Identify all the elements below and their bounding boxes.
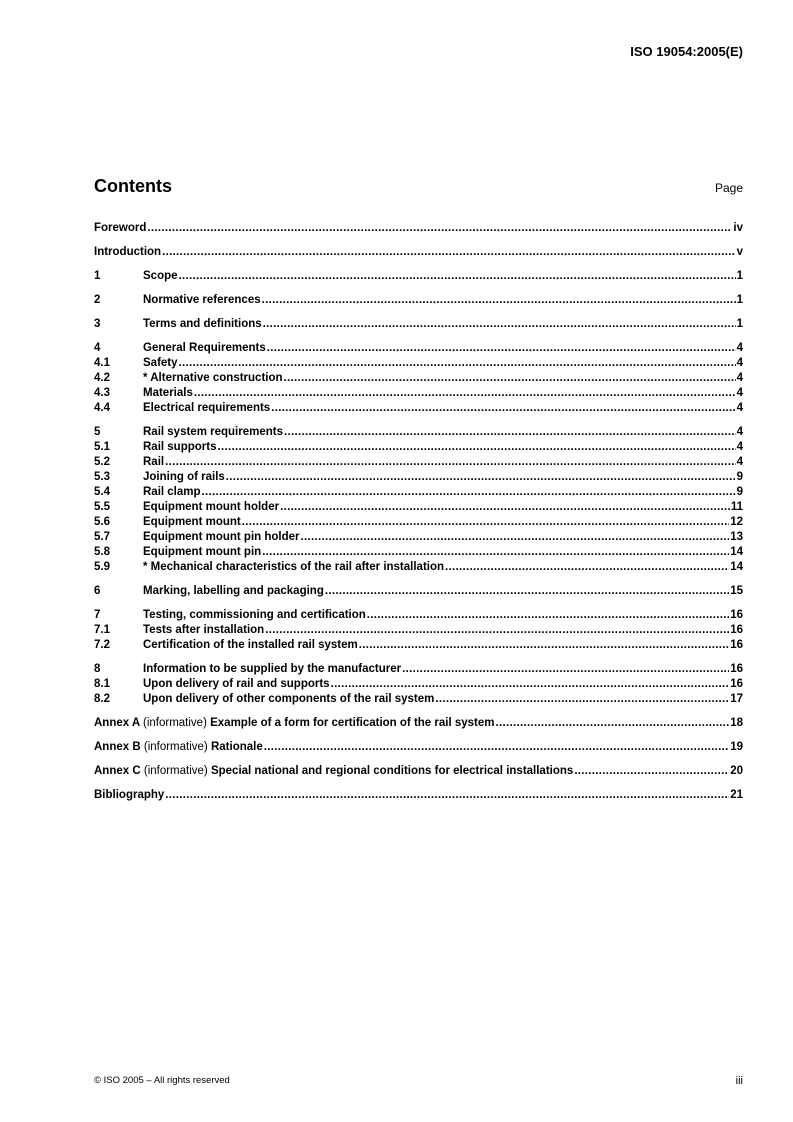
toc-leader-dots: [147, 221, 732, 236]
toc-entry-number: 2: [94, 294, 101, 306]
toc-leader-dots: [496, 716, 730, 731]
toc-spacer: [94, 284, 743, 293]
toc-entry-page: 1: [736, 318, 743, 330]
toc-spacer: [94, 653, 743, 662]
toc-leader-dots: [264, 740, 729, 755]
toc-entry[interactable]: [94, 662, 743, 677]
toc-leader-dots: [194, 386, 736, 401]
toc-entry[interactable]: [94, 485, 743, 500]
toc-leader-dots: [217, 440, 735, 455]
toc-entry-number: 4.1: [94, 357, 110, 369]
toc-entry-number: 4.3: [94, 387, 110, 399]
toc-leader-dots: [331, 677, 730, 692]
toc-entry[interactable]: [94, 341, 743, 356]
toc-spacer: [94, 707, 743, 716]
toc-entry-page: 16: [730, 624, 743, 636]
toc-entry-page: 14: [730, 546, 743, 558]
toc-spacer: [94, 308, 743, 317]
toc-entry-page: 13: [730, 531, 743, 543]
toc-entry-page: 16: [730, 663, 743, 675]
toc-spacer: [94, 332, 743, 341]
toc-entry-page: 1: [736, 294, 743, 306]
annex-label: Annex B: [94, 741, 141, 753]
toc-entry-title: Testing, commissioning and certification: [143, 609, 366, 621]
toc-entry-title: Rail: [143, 456, 165, 468]
annex-heading: [94, 716, 495, 731]
toc-entry-title: * Mechanical characteristics of the rail after installation: [143, 561, 445, 573]
toc-entry-page: 15: [730, 585, 743, 597]
toc-spacer: [94, 575, 743, 584]
toc-entry-title: Marking, labelling and packaging: [143, 585, 324, 597]
toc-entry-number: 4.4: [94, 402, 110, 414]
toc-leader-dots: [267, 341, 736, 356]
toc-entry-number: 5.6: [94, 516, 110, 528]
toc-entry-number: 7.1: [94, 624, 110, 636]
annex-label: Annex A: [94, 717, 140, 729]
toc-leader-dots: [435, 692, 729, 707]
toc-entry[interactable]: [94, 425, 743, 440]
toc-leader-dots: [165, 788, 729, 803]
copyright-notice: © ISO 2005 – All rights reserved: [94, 1075, 230, 1086]
toc-spacer: [94, 731, 743, 740]
toc-entry-title: Electrical requirements: [143, 402, 271, 414]
document-id: ISO 19054:2005(E): [630, 44, 743, 59]
toc-entry[interactable]: [94, 623, 743, 638]
toc-leader-dots: [242, 515, 729, 530]
toc-entry-page: 9: [736, 486, 743, 498]
toc-leader-dots: [284, 371, 736, 386]
toc-entry[interactable]: [94, 560, 743, 575]
toc-entry-page: 4: [736, 387, 743, 399]
toc-entry-title: Equipment mount pin holder: [143, 531, 300, 543]
toc-leader-dots: [226, 470, 736, 485]
toc-entry-number: 8.2: [94, 693, 110, 705]
toc-leader-dots: [262, 545, 729, 560]
toc-entry-page: 1: [736, 270, 743, 282]
toc-leader-dots: [445, 560, 729, 575]
annex-label: Annex C: [94, 765, 141, 777]
toc-entry[interactable]: [94, 401, 743, 416]
toc-entry-title: Foreword: [94, 222, 147, 234]
toc-entry-page: 16: [730, 678, 743, 690]
toc-spacer: [94, 416, 743, 425]
page-column-label: Page: [714, 181, 743, 195]
toc-entry-title: Terms and definitions: [143, 318, 262, 330]
toc-entry-title: Equipment mount: [143, 516, 241, 528]
toc-leader-dots: [284, 425, 736, 440]
toc-entry-number: 5: [94, 426, 101, 438]
toc-entry-title: Scope: [143, 270, 178, 282]
toc-entry-title: Certification of the installed rail system: [143, 639, 358, 651]
toc-entry[interactable]: [94, 269, 743, 284]
toc-entry-title: Rail supports: [143, 441, 217, 453]
toc-annex-entry[interactable]: [94, 764, 743, 779]
toc-entry-page: 4: [736, 372, 743, 384]
toc-entry-title: Information to be supplied by the manufacturer: [143, 663, 402, 675]
table-of-contents: [94, 221, 743, 803]
toc-entry-page: 4: [736, 456, 743, 468]
bibliography-title: Bibliography: [94, 789, 165, 801]
toc-entry-number: 3: [94, 318, 101, 330]
toc-entry-number: 7.2: [94, 639, 110, 651]
toc-spacer: [94, 236, 743, 245]
toc-leader-dots: [280, 500, 730, 515]
toc-entry-page: 20: [730, 765, 743, 777]
toc-entry-number: 4.2: [94, 372, 110, 384]
toc-entry[interactable]: [94, 221, 743, 236]
toc-leader-dots: [179, 356, 736, 371]
toc-entry[interactable]: [94, 440, 743, 455]
annex-heading: [94, 740, 263, 755]
toc-entry-number: 5.2: [94, 456, 110, 468]
annex-title: Special national and regional conditions for electrical installations: [210, 765, 574, 777]
toc-entry-title: Rail clamp: [143, 486, 201, 498]
toc-entry-number: 5.7: [94, 531, 110, 543]
toc-entry[interactable]: [94, 638, 743, 653]
toc-entry-title: Equipment mount holder: [143, 501, 280, 513]
contents-header: [94, 176, 743, 197]
toc-annex-entry[interactable]: [94, 716, 743, 731]
toc-bibliography-entry[interactable]: [94, 788, 743, 803]
toc-leader-dots: [325, 584, 729, 599]
toc-leader-dots: [165, 455, 736, 470]
contents-title: Contents: [94, 176, 172, 196]
toc-entry-number: 8: [94, 663, 101, 675]
toc-entry[interactable]: [94, 245, 743, 260]
toc-entry-page: 14: [730, 561, 743, 573]
toc-entry-page: 4: [736, 426, 743, 438]
toc-entry-page: 18: [730, 717, 743, 729]
toc-entry[interactable]: [94, 608, 743, 623]
toc-entry-number: 5.1: [94, 441, 110, 453]
toc-entry-title: Equipment mount pin: [143, 546, 262, 558]
toc-entry[interactable]: [94, 317, 743, 332]
toc-entry-page: iv: [733, 222, 743, 234]
toc-entry[interactable]: [94, 455, 743, 470]
toc-entry-title: Tests after installation: [143, 624, 265, 636]
toc-entry[interactable]: [94, 545, 743, 560]
toc-entry-number: 1: [94, 270, 101, 282]
toc-entry-page: v: [736, 246, 743, 258]
annex-title: Example of a form for certification of the rail system: [210, 717, 495, 729]
toc-entry-number: 5.3: [94, 471, 110, 483]
toc-entry-number: 5.9: [94, 561, 110, 573]
toc-entry-number: 4: [94, 342, 101, 354]
toc-entry[interactable]: [94, 371, 743, 386]
toc-entry-page: 4: [736, 357, 743, 369]
toc-entry-number: 8.1: [94, 678, 110, 690]
toc-entry-title: Joining of rails: [143, 471, 225, 483]
toc-entry[interactable]: [94, 530, 743, 545]
toc-leader-dots: [367, 608, 729, 623]
toc-leader-dots: [179, 269, 736, 284]
annex-kind: (informative): [143, 741, 208, 753]
toc-leader-dots: [301, 530, 730, 545]
annex-kind: (informative): [143, 765, 208, 777]
toc-leader-dots: [202, 485, 736, 500]
toc-entry-page: 21: [730, 789, 743, 801]
toc-entry-title: Materials: [143, 387, 193, 399]
toc-entry-title: Upon delivery of other components of the rail system: [143, 693, 435, 705]
toc-entry-page: 17: [730, 693, 743, 705]
toc-spacer: [94, 779, 743, 788]
toc-leader-dots: [262, 293, 736, 308]
toc-spacer: [94, 260, 743, 269]
toc-leader-dots: [359, 638, 729, 653]
toc-entry-title: General Requirements: [143, 342, 266, 354]
toc-entry-page: 12: [730, 516, 743, 528]
toc-entry[interactable]: [94, 515, 743, 530]
toc-entry-title: Safety: [143, 357, 178, 369]
toc-leader-dots: [574, 764, 729, 779]
toc-entry-page: 9: [736, 471, 743, 483]
toc-entry[interactable]: [94, 293, 743, 308]
toc-leader-dots: [265, 623, 729, 638]
toc-entry-title: Rail system requirements: [143, 426, 283, 438]
toc-entry-number: 5.4: [94, 486, 110, 498]
toc-entry-title: * Alternative construction: [143, 372, 283, 384]
toc-spacer: [94, 755, 743, 764]
toc-entry[interactable]: [94, 386, 743, 401]
toc-entry-title: Normative references: [143, 294, 261, 306]
annex-title: Rationale: [210, 741, 263, 753]
annex-kind: (informative): [143, 717, 207, 729]
toc-entry[interactable]: [94, 677, 743, 692]
toc-entry[interactable]: [94, 470, 743, 485]
toc-entry-page: 4: [736, 441, 743, 453]
toc-entry-number: 5.8: [94, 546, 110, 558]
toc-leader-dots: [402, 662, 729, 677]
toc-entry[interactable]: [94, 500, 743, 515]
toc-entry-page: 4: [736, 342, 743, 354]
toc-entry[interactable]: [94, 584, 743, 599]
toc-entry[interactable]: [94, 692, 743, 707]
toc-entry-number: 5.5: [94, 501, 110, 513]
toc-entry-page: 16: [730, 639, 743, 651]
toc-entry-title: Upon delivery of rail and supports: [143, 678, 330, 690]
toc-spacer: [94, 599, 743, 608]
toc-entry-page: 4: [736, 402, 743, 414]
toc-entry-number: 7: [94, 609, 101, 621]
toc-entry-number: 6: [94, 585, 101, 597]
toc-entry-page: 19: [730, 741, 743, 753]
toc-entry-page: 16: [730, 609, 743, 621]
toc-leader-dots: [263, 317, 736, 332]
toc-entry[interactable]: [94, 356, 743, 371]
toc-leader-dots: [162, 245, 736, 260]
toc-leader-dots: [271, 401, 735, 416]
toc-entry-title: Introduction: [94, 246, 162, 258]
toc-annex-entry[interactable]: [94, 740, 743, 755]
toc-entry-page: 11: [730, 501, 743, 513]
annex-heading: [94, 764, 573, 779]
page-number: iii: [735, 1075, 743, 1087]
